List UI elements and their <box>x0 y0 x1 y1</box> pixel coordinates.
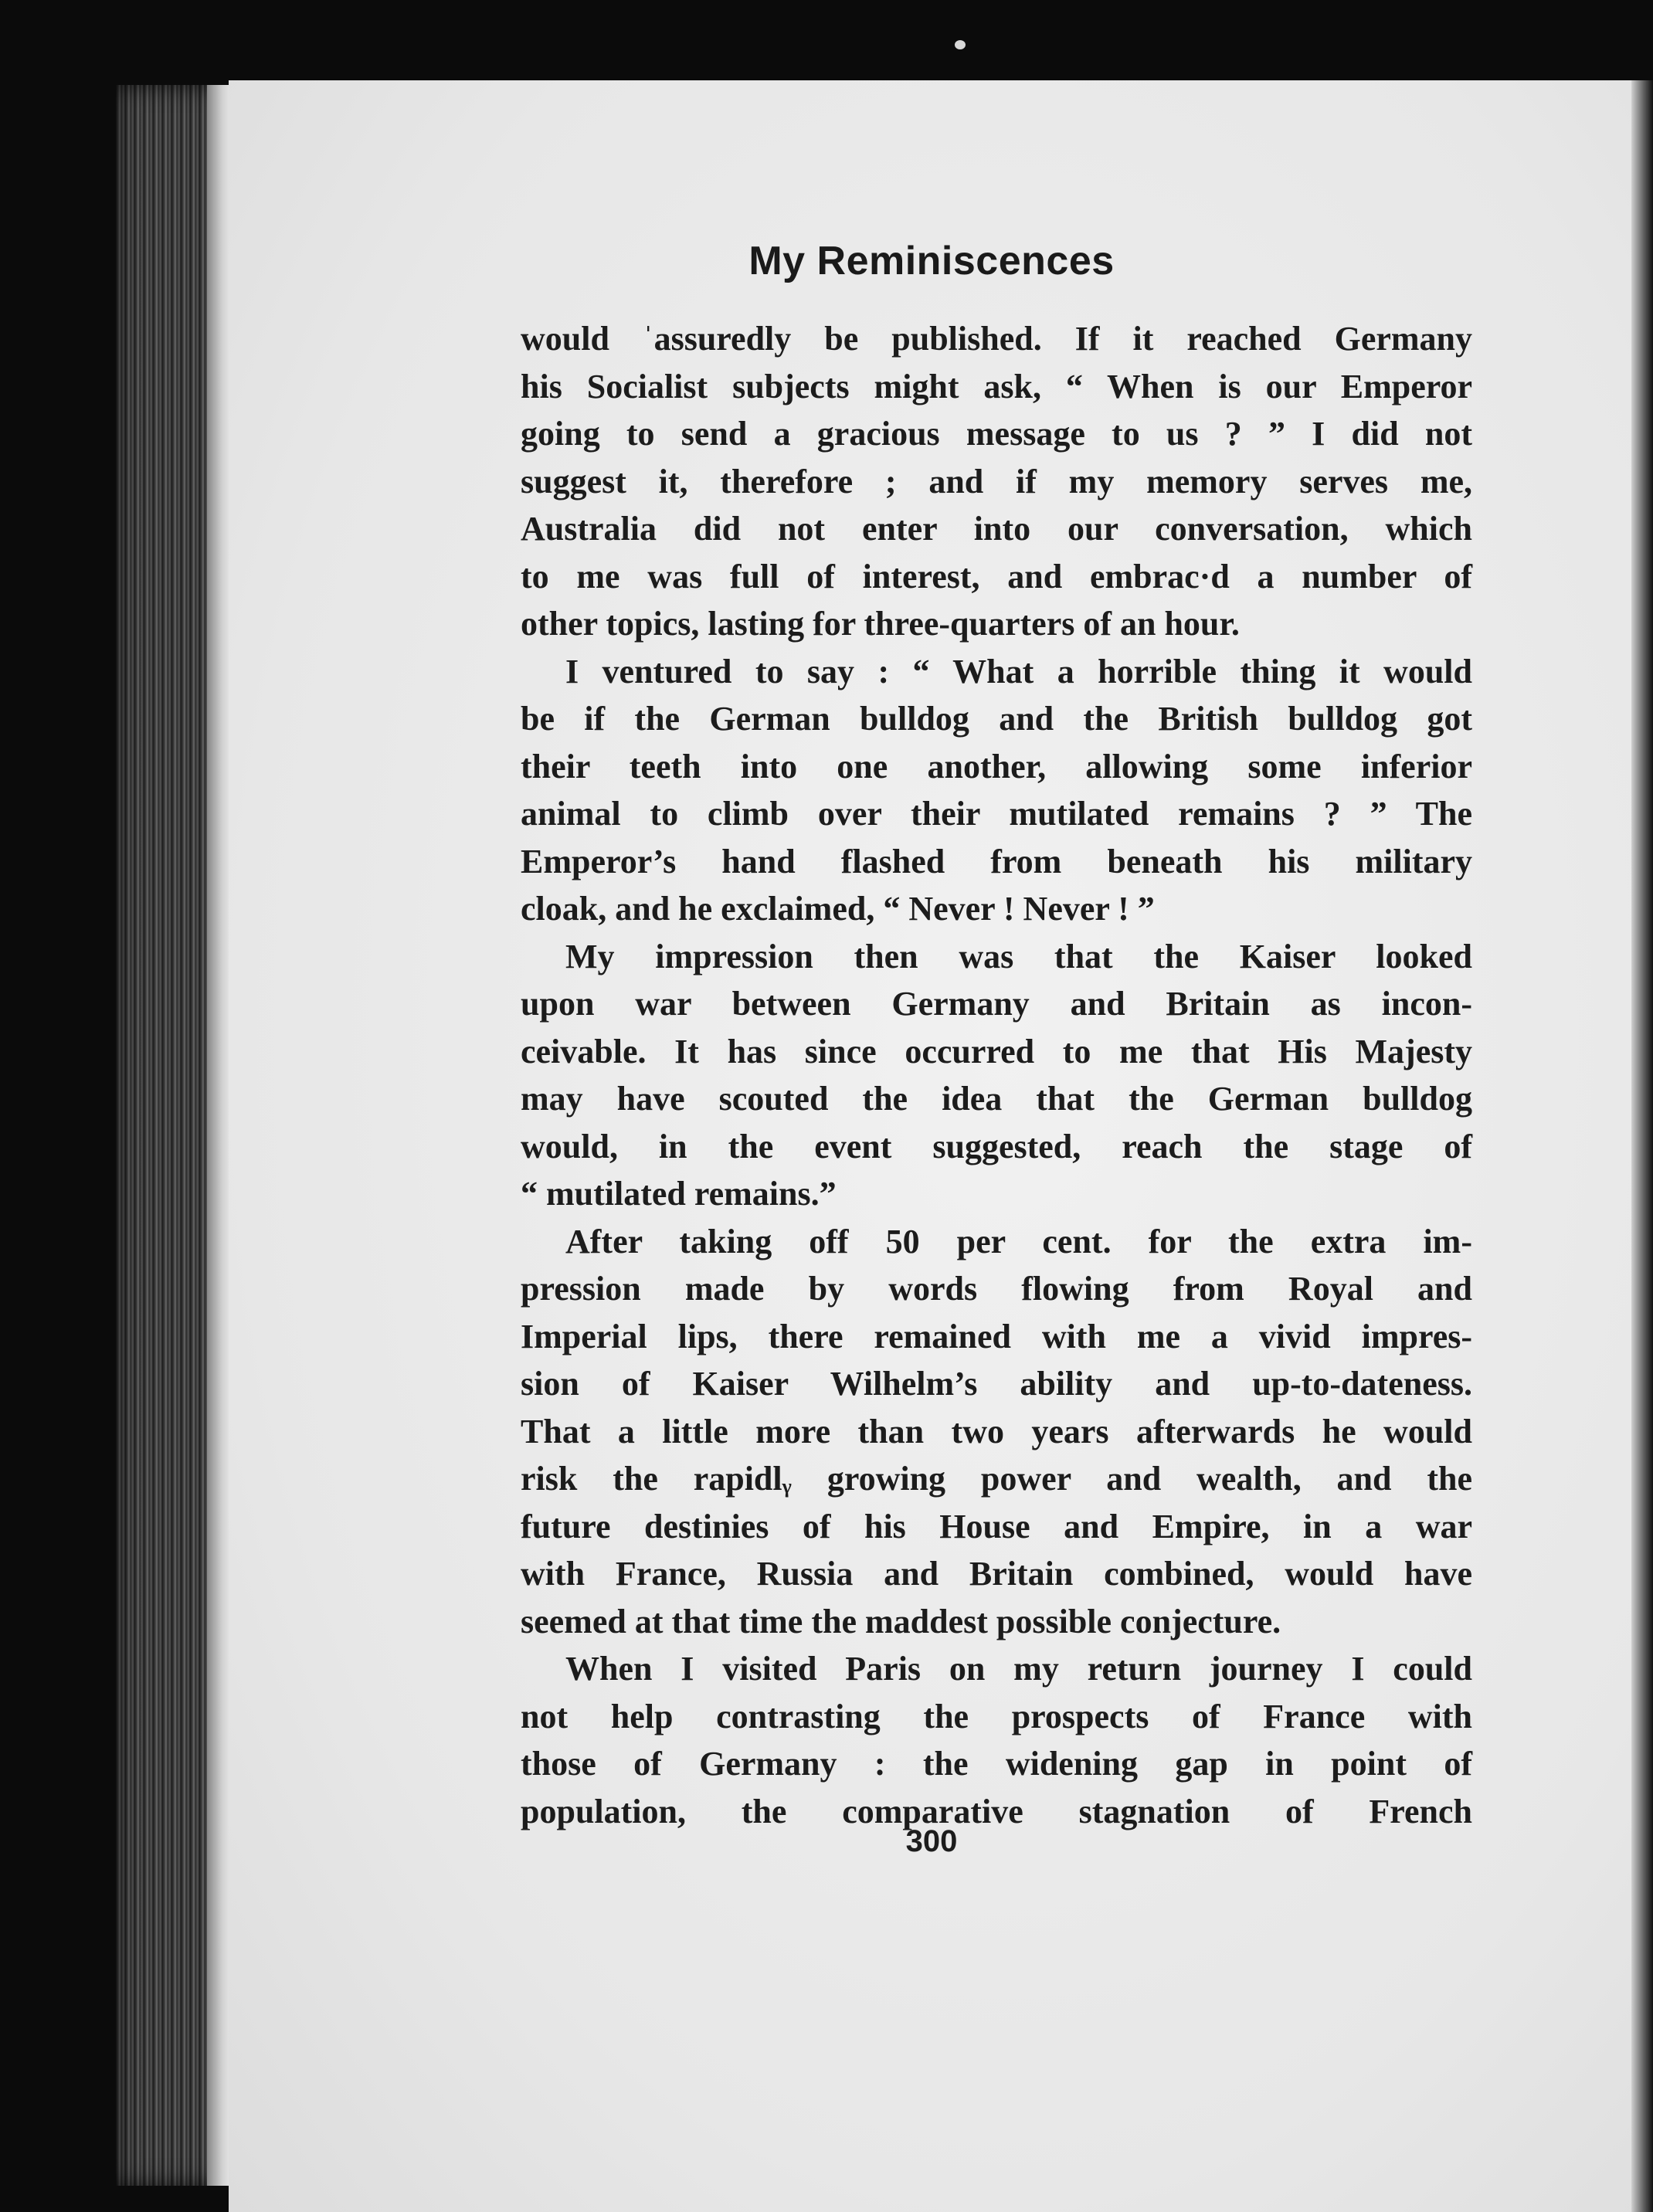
text-line: to me was full of interest, and embrac·d a number of <box>521 557 1472 595</box>
running-head: My Reminiscences <box>748 239 1115 283</box>
text-line: would, in the event suggested, reach the stage of <box>521 1127 1472 1165</box>
text-line: may have scouted the idea that the German bulldog <box>521 1080 1472 1118</box>
text-line: his Socialist subjects might ask, “ When is our Emperor <box>521 367 1472 405</box>
paragraph-first-line: When I visited Paris on my return journey I could <box>565 1650 1472 1688</box>
text-line: be if the German bulldog and the British bulldog got <box>521 700 1472 738</box>
text-line: Australia did not enter into our conversation, which <box>521 510 1472 548</box>
text-line: Imperial lips, there remained with me a vivid impres- <box>521 1317 1472 1355</box>
text-line: seemed at that time the maddest possible conjecture. <box>521 1602 1281 1640</box>
text-line: going to send a gracious message to us ? ” I did not <box>521 415 1472 453</box>
text-line: population, the comparative stagnation of French <box>521 1792 1472 1830</box>
paragraph-first-line: After taking off 50 per cent. for the extra im- <box>565 1222 1472 1260</box>
text-line: their teeth into one another, allowing some inferior <box>521 747 1472 785</box>
text-line: with France, Russia and Britain combined, would have <box>521 1555 1472 1593</box>
text-line: Emperor’s hand flashed from beneath his military <box>521 842 1472 880</box>
text-line: animal to climb over their mutilated remains ? ” The <box>521 795 1472 833</box>
page-right-edge <box>1631 80 1653 2212</box>
paragraph-first-line: I ventured to say : “ What a horrible thing it would <box>565 652 1472 690</box>
text-line: upon war between Germany and Britain as incon- <box>521 985 1472 1023</box>
text-line: other topics, lasting for three-quarters of an hour. <box>521 605 1240 643</box>
text-line: future destinies of his House and Empire, in a war <box>521 1507 1472 1545</box>
text-line: those of Germany : the widening gap in point of <box>521 1745 1472 1783</box>
scan-dust-speck <box>955 40 966 49</box>
body-text <box>521 315 1472 1835</box>
text-line: ceivable. It has since occurred to me that His Majesty <box>521 1032 1472 1070</box>
text-line: sion of Kaiser Wilhelm’s ability and up-to-dateness. <box>521 1365 1472 1403</box>
page-number: 300 <box>905 1824 958 1858</box>
text-line: risk the rapidlᵧ growing power and wealth, and the <box>521 1460 1472 1498</box>
text-line: “ mutilated remains.” <box>521 1175 837 1213</box>
text-line: That a little more than two years afterwards he would <box>521 1412 1472 1450</box>
text-line: not help contrasting the prospects of France with <box>521 1697 1472 1735</box>
text-line: suggest it, therefore ; and if my memory serves me, <box>521 462 1472 500</box>
text-line: cloak, and he exclaimed, “ Never ! Never ! ” <box>521 890 1155 928</box>
text-line: would ˈassuredly be published. If it reached Germany <box>521 320 1472 358</box>
paragraph-first-line: My impression then was that the Kaiser looked <box>565 937 1472 975</box>
text-line: pression made by words flowing from Royal and <box>521 1270 1472 1308</box>
